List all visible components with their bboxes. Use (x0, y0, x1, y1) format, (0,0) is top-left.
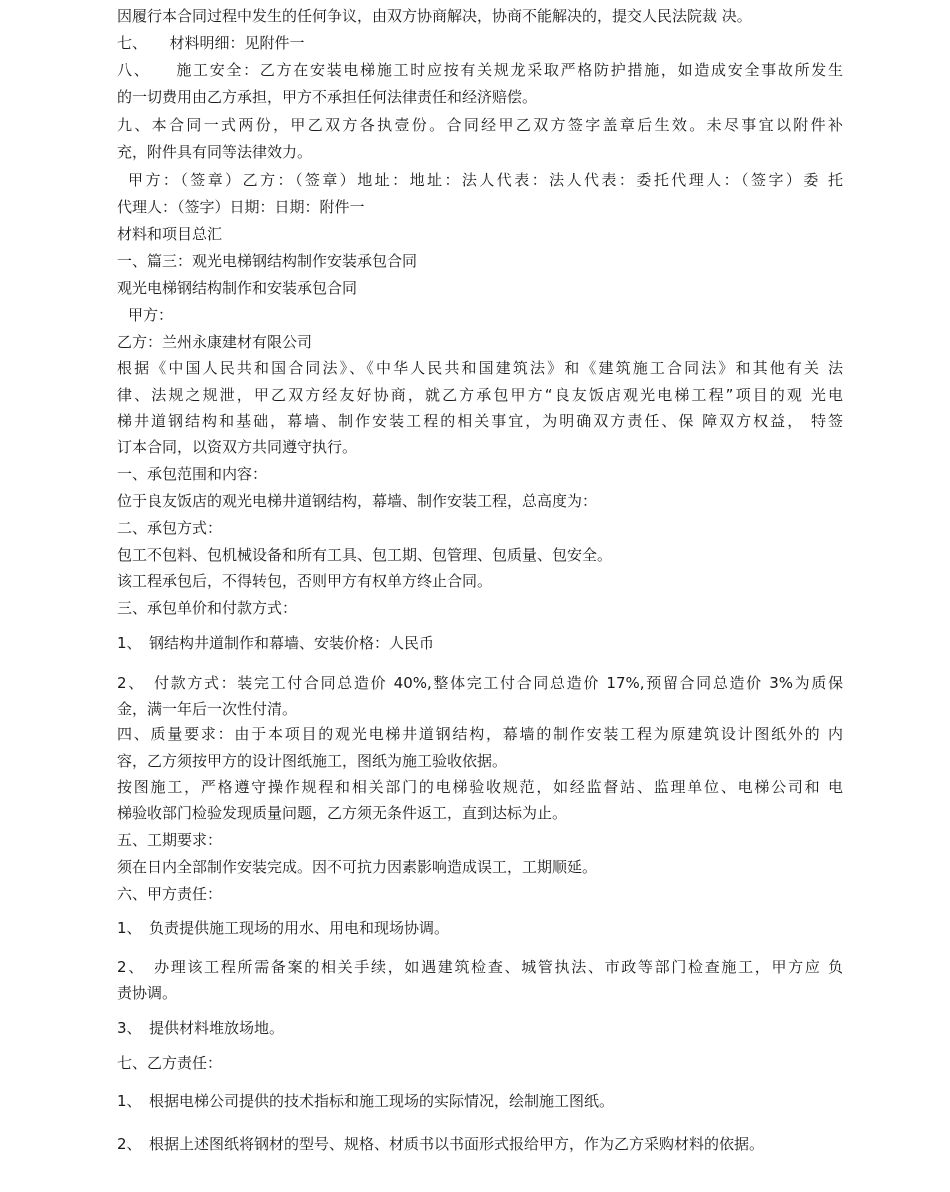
text-line-11: 观光电梯钢结构制作和安装承包合同 (117, 279, 358, 297)
text-line-35: 2、 办理该工程所需备案的相关手续，如遇建筑检查、城管执法、市政等部门检查施工，甲方应 负 (117, 958, 843, 976)
text-line-22: 该工程承包后，不得转包，否则甲方有权单方终止合同。 (117, 572, 493, 590)
text-line-34: 1、 负责提供施工现场的用水、用电和现场协调。 (117, 919, 450, 937)
text-line-31: 五、工期要求： (117, 831, 223, 849)
text-line-21: 包工不包料、包机械设备和所有工具、包工期、包管理、包质量、包安全。 (117, 546, 613, 564)
text-line-16: 梯井道钢结构和基础，幕墙、制作安装工程的相关事宜，为明确双方责任、保 障双方权益， 特签 (117, 412, 843, 430)
text-line-30: 梯验收部门检验发现质量问题，乙方须无条件返工，直到达标为止。 (117, 804, 568, 822)
text-line-15: 律、法规之规泄，甲乙双方经友好协商，就乙方承包甲方“良友饭店观光电梯工程”项目的观 光电 (117, 386, 843, 404)
text-line-40: 2、 根据上述图纸将钢材的型号、规格、材质书以书面形式报给甲方，作为乙方采购材料的依据。 (117, 1135, 765, 1153)
text-line-19: 位于良友饭店的观光电梯井道钢结构，幕墙、制作安装工程，总高度为： (117, 492, 598, 510)
text-line-23: 三、承包单价和付款方式： (117, 599, 298, 617)
text-line-25: 2、 付款方式：装完工付合同总造价 40%,整体完工付合同总造价 17%,预留合同总造价 3%为质保 (117, 674, 843, 692)
text-line-18: 一、承包范围和内容： (117, 465, 268, 483)
text-line-3: 八、 施工安全：乙方在安装电梯施工时应按有关规龙采取严格防护措施，如造成安全事故所发生 (117, 61, 843, 79)
text-line-10: 一、篇三：观光电梯钢结构制作安装承包合同 (117, 252, 418, 270)
text-line-6: 充，附件具有同等法律效力。 (117, 143, 313, 161)
text-line-4: 的一切费用由乙方承担，甲方不承担任何法律责任和经济赔偿。 (117, 88, 538, 106)
text-line-7: 甲方：（签章）乙方：（签章）地址：地址：法人代表：法人代表：委托代理人：（签字）委 托 (128, 171, 843, 189)
text-line-38: 七、乙方责任： (117, 1054, 223, 1072)
text-line-8: 代理人：（签字）日期：日期：附件一 (117, 198, 365, 216)
text-line-20: 二、承包方式： (117, 519, 223, 537)
text-line-26: 金，满一年后一次性付清。 (117, 700, 298, 718)
text-line-14: 根据《中国人民共和国合同法》、《中华人民共和国建筑法》和《建筑施工合同法》和其他有关 法 (117, 359, 843, 377)
text-line-5: 九、本合同一式两份，甲乙双方各执壹份。合同经甲乙双方签字盖章后生效。未尽事宜以附件补 (117, 116, 843, 134)
text-line-27: 四、质量要求：由于本项目的观光电梯井道钢结构，幕墙的制作安装工程为原建筑设计图纸外的 内 (117, 725, 843, 743)
text-line-39: 1、 根据电梯公司提供的技术指标和施工现场的实际情况，绘制施工图纸。 (117, 1092, 615, 1110)
text-line-28: 容，乙方须按甲方的设计图纸施工，图纸为施工验收依据。 (117, 752, 508, 770)
text-line-9: 材料和项目总汇 (117, 225, 223, 243)
text-line-12: 甲方： (128, 306, 174, 324)
text-line-13: 乙方：兰州永康建材有限公司 (117, 333, 313, 351)
text-line-1: 因履行本合同过程中发生的任何争议，由双方协商解决，协商不能解决的，提交人民法院裁 决。 (117, 7, 752, 25)
text-line-33: 六、甲方责任： (117, 885, 223, 903)
text-line-2: 七、 材料明细：见附件一 (117, 34, 305, 52)
text-line-29: 按图施工，严格遵守操作规程和相关部门的电梯验收规范，如经监督站、监理单位、电梯公司和 电 (117, 778, 843, 796)
text-line-32: 须在日内全部制作安装完成。因不可抗力因素影响造成误工，工期顺延。 (117, 858, 598, 876)
text-line-37: 3、 提供材料堆放场地。 (117, 1019, 285, 1037)
text-line-17: 订本合同，以资双方共同遵守执行。 (117, 438, 358, 456)
text-line-24: 1、 钢结构井道制作和幕墙、安装价格：人民币 (117, 634, 435, 652)
text-line-36: 责协调。 (117, 984, 178, 1002)
